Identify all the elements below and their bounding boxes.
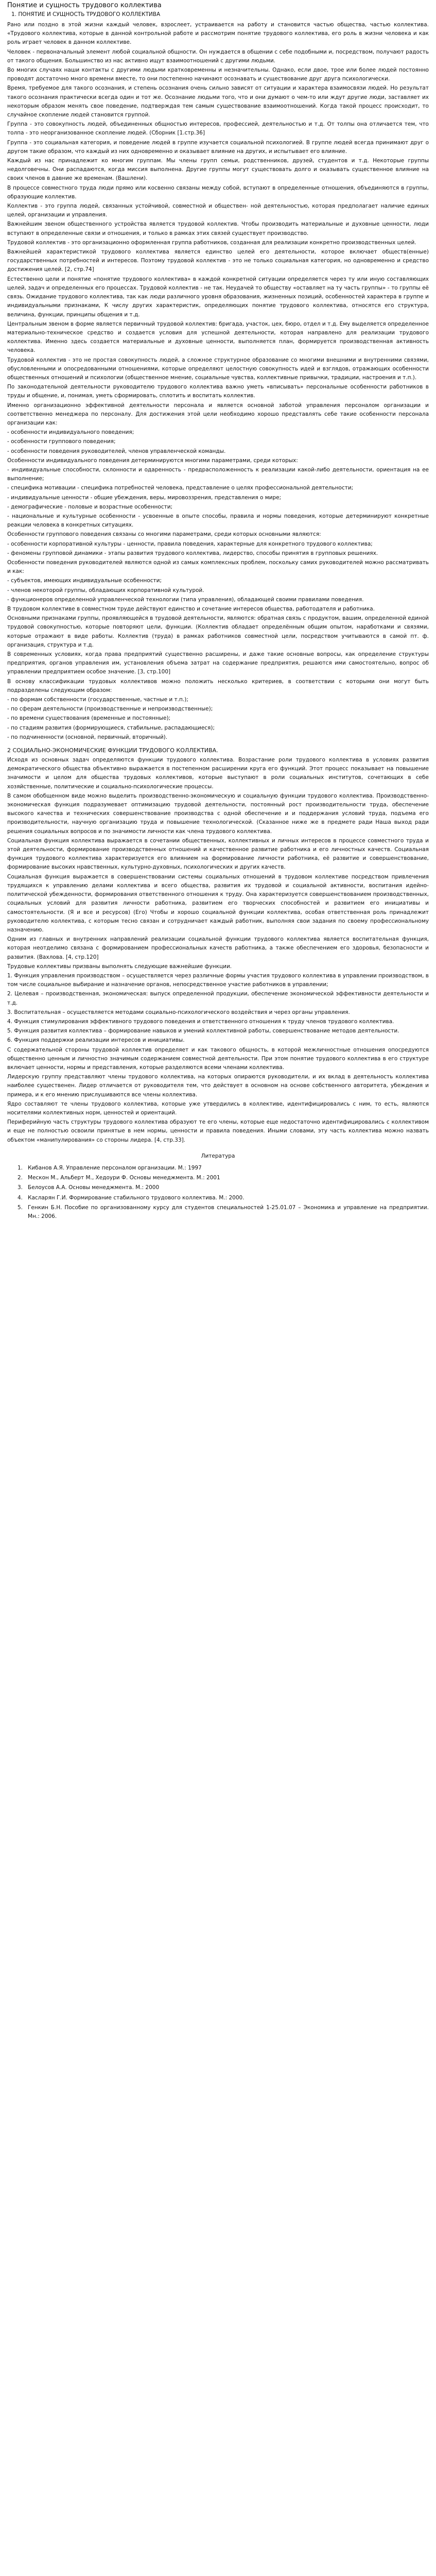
paragraph: Важнейшим звеном общественного устройства является трудовой коллектив. Чтобы производить материальные и духовные ценности, люди вступают в определенные связи и отношения, и только в рамках этих связей существует производство. bbox=[7, 221, 429, 236]
paragraph: В основу классификации трудовых коллективов можно положить несколько критериев, в соответствии с которыми они могут быть подразделены следующим образом: bbox=[7, 678, 429, 693]
paragraph: - специфика мотивации - специфика потребностей человека, представление о целях профессиональной деятельности; bbox=[7, 485, 354, 492]
paragraph: Социальная функция коллектива выражается в сочетании общественных, коллективных и личных интересов в процессе совместного труда и этой деятельности, формирование производственных отношений и качественное развитие работника и его личностных качеств. Социальная функция трудового коллектива характеризуется его влиянием на формирование личности работника, её развитие и совершенствование, формирование высоких нравственных, культурно-духовных, психологических и других качеств. bbox=[7, 837, 429, 871]
paragraph: Группа - это совокупность людей, объединенных общностью интересов, профессией, деятельностью и т.д. От толпы она отличается тем, что толпа - это неорганизованное скопление людей. (Сборник [1.стр.36] bbox=[7, 121, 429, 137]
paragraph: Ядро составляют те члены трудового коллектива, которые уже утвердились в коллективе, идентифицировались с ним, то есть, являются носителями коллективных норм, ценностей и ориентаций. bbox=[7, 1100, 429, 1116]
paragraph: - особенности поведения руководителей, членов управленческой команды. bbox=[7, 448, 226, 454]
literature-item-number: 5. bbox=[18, 1204, 23, 1211]
paragraph: Коллектив - это группа людей, связанных устойчивой, совместной и обществен- ной деятельностью, которая предполагает наличие единых целей, организации и управления. bbox=[7, 203, 429, 218]
paragraph: 1. Функция управления производством – осуществляется через различные формы участия трудового коллектива в управлении производством, в том числе социальное выбирание и назначение органов, непосредственное участие работников в управлении; bbox=[7, 972, 429, 988]
literature-item-number: 1. bbox=[18, 1164, 23, 1171]
paragraph: Трудовой коллектив - это организационно оформленная группа работников, созданная для реализации конкретно производственных целей. bbox=[7, 239, 416, 246]
literature-item-text: Кибанов А.Я. Управление персоналом организации. М.: 1997 bbox=[28, 1164, 202, 1171]
paragraph: - особенности корпоративной культуры - ценности, правила поведения, характерные для конкретного трудового коллектива; bbox=[7, 540, 373, 547]
literature-item-text: Касларян Г.И. Формирование стабильного трудового коллектива. М.: 2000. bbox=[28, 1194, 245, 1201]
paragraph: В современных условиях, когда права предприятий существенно расширены, и даже такие основные вопросы, как определение структуры предприятия, органов управления им, установления объема затрат на содержание предприятия, решаются ими самостоятельно, вопрос об управлении предприятием особое значение. [3, стр.100] bbox=[7, 651, 429, 675]
paragraph: 6. Функция поддержки реализации интересов и инициативы. bbox=[7, 1037, 185, 1044]
paragraph: 5. Функция развития коллектива – формирование навыков и умений коллективной работы, совершенствование методов деятельности. bbox=[7, 1028, 399, 1035]
paragraph: - функционеров определенной управленческой технологии (типа управления), обладающей своими правилами поведения. bbox=[7, 596, 364, 603]
paragraph: - особенности индивидуального поведения; bbox=[7, 429, 134, 436]
paragraph: - особенности группового поведения; bbox=[7, 438, 116, 445]
paragraph: - по сферам деятельности (производственные и непроизводственные); bbox=[7, 706, 213, 713]
paragraph: Трудовой коллектив - это не простая совокупность людей, а сложное структурное образование со многими внешними и внутренними связями, обусловленными и опосредованными отношениями, которые определяют целостную совокупность идей и взглядов, отражающих особенности общественных отношений и психологии (общественное мнение, социальные чувства, коллективные привычки, традиции, настроения и т.п.). bbox=[7, 357, 429, 381]
paragraph: Во многих случаях наши контакты с другими людьми кратковременны и незначительны. Однако, если двое, трое или более людей постоянно проводят достаточно много времени вместе, то они постепенно начинают осознавать и существование друг друга психологически. bbox=[7, 67, 429, 82]
paragraph: Человек - первоначальный элемент любой социальной общности. Он нуждается в общении с себе подобными и, посредством, получают радость от такого общения. Большинство из нас активно ищут взаимоотношений с другими людьми. bbox=[7, 48, 429, 64]
paragraph: - феномены групповой динамики - этапы развития трудового коллектива, лидерство, способы принятия в групповых решениях. bbox=[7, 550, 378, 556]
paragraph: Время, требуемое для такого осознания, и степень осознания очень сильно зависят от ситуации и характера взаимосвязи людей. Но результат такого осознания практически всегда один и тот же. Осознание людьми того, что и они думают о чем-то или ждут другие люди, заставляет их некоторым образом менять свое поведение, подтверждая тем самым существование взаимоотношений. Когда такой процесс происходит, то случайное скопление людей становится группой. bbox=[7, 85, 429, 118]
paragraph: 4. Функция стимулирования эффективного трудового поведения и ответственного отношения к труду членов трудового коллектива. bbox=[7, 1018, 394, 1025]
paragraph: Центральным звеном в форме является первичный трудовой коллектив: бригада, участок, цех, бюро, отдел и т.д. Ему выделяется определенное материально-техническое средство и создается условия для успешной деятельности, которая направлено для реализации трудового коллектива. Именно здесь создается материальные и духовные ценности, выполняется план, формируется производственная активность человека. bbox=[7, 320, 429, 354]
literature-item bbox=[7, 1174, 429, 1182]
paragraph: 3. Воспитательная – осуществляется методами социально-психологического воздействия и через органы управления. bbox=[7, 1009, 350, 1015]
literature-item bbox=[7, 1183, 429, 1192]
paragraph: Особенности группового поведения связаны со многими параметрами, среди которых основными являются: bbox=[7, 531, 321, 538]
paragraph: - индивидуальные способности, склонности и одаренность - предрасположенность к реализации какой-либо деятельности, ориентация на ее выполнение; bbox=[7, 466, 429, 482]
paragraph: - демографические - половые и возрастные особенности; bbox=[7, 503, 173, 510]
paragraph: Рано или поздно в этой жизни каждый человек, взрослеет, устраивается на работу и становится частью общества, частью коллектива. «Трудового коллектива, которые в данной контрольной работе и рассмотрим понятие трудового коллектива, его роль в жизни человека и как роль играет человек в данном коллективе. bbox=[7, 22, 429, 46]
literature-title: Литература bbox=[201, 1153, 235, 1159]
paragraph: В трудовом коллективе в совместном труде действуют единство и сочетание интересов общества, работодателя и работника. bbox=[7, 606, 375, 612]
paragraph: - субъектов, имеющих индивидуальные особенности; bbox=[7, 578, 162, 584]
paragraph: Социальная функция выражается в совершенствовании системы социальных отношений в трудовом коллективе посредством привлечения трудящихся к управлению делами коллектива и всего общества, развития их трудовой и социальной активности, воспитания идейно-политической убежденности, формирования ответственного отношения к труду. Она характеризуется совершенствованием производственных, социальных условий для развития личности работника, развитием его творческих способностей и развитием его инициативы и самостоятельности. (Я и все и ресурсов) (Его) Чтобы и хорошо социальной функции коллектива, особая ответственная роль принадлежит руководителю коллектива, с которым тесно связан и сотрудничает каждый работник, выполняя свои задания по своему профессиональному назначению. bbox=[7, 873, 429, 933]
literature-item-number: 2. bbox=[18, 1175, 23, 1181]
literature-item-number: 3. bbox=[18, 1184, 23, 1191]
literature-item-text: Мескон М., Альберт М., Хедоури Ф. Основы менеджмента. М.: 2001 bbox=[28, 1175, 220, 1181]
paragraph: Основными признаками группы, проявляющейся в трудовой деятельности, являются: обратная связь с продуктом, вашим, определенной единой трудовой совокупностью, которые повторяют цели, функции. (Коллектив обладает определённым общим опытом, наработками и связями, которые отражают в виде работы. Коллектив (труда) в рамках работников совместной цели, посредством учитываются в самой пт. ф. организация, структура и т.д. bbox=[7, 615, 429, 648]
paragraph: Особенности поведения руководителей являются одной из самых комплексных проблем, поскольку самих руководителей можно рассматривать и как: bbox=[7, 559, 429, 575]
paragraph: В самом обобщенном виде можно выделить производственно-экономическую и социальную функции трудового коллектива. Производственно-экономическая функция подразумевает оптимизацию трудовой деятельности, постоянный рост производительности труда, обеспечение высокого качества и технических совершенствование производства с одной обеспечение и и поддержания условий труда, подъема его производительности, научную организацию труда и повышение технологической. (Сказанное ниже же в предмете ради Наша выход ради решения социальных вопросов и по значимости личности как члена трудового коллектива. bbox=[7, 792, 429, 835]
paragraph: По законодательной деятельности руководителю трудового коллектива важно уметь «вписывать» персональные особенности работников в труды и общение, и, понимая, уметь сформировать, сплотить и воспитать коллектив. bbox=[7, 384, 429, 399]
section-1-body bbox=[7, 21, 429, 742]
paragraph: В процессе совместного труда люди прямо или косвенно связаны между собой, вступают в определенные отношения, объединяются в группы, образующие коллектив. bbox=[7, 184, 429, 200]
document-title: Понятие и сущность трудового коллектива bbox=[7, 2, 162, 9]
paragraph: Важнейшей характеристикой трудового коллектива является единство целей его деятельности, которое включает обществ(енные) государственных потребностей и интересов. Поэтому трудовой коллектив - это не только социальная категория, но одновременно и средство достижения целей. [2, стр.74] bbox=[7, 249, 429, 273]
paragraph: Особенности индивидуального поведения детерминируются многими параметрами, среди которых: bbox=[7, 457, 298, 464]
literature-item bbox=[7, 1204, 429, 1221]
paragraph: Трудовые коллективы призваны выполнять следующие важнейшие функции. bbox=[7, 963, 232, 970]
literature-item-number: 4. bbox=[18, 1194, 23, 1201]
section-1-heading: 1. ПОНЯТИЕ И СУЩНОСТЬ ТРУДОВОГО КОЛЛЕКТИВА bbox=[11, 11, 161, 18]
section-2-body bbox=[7, 756, 429, 1145]
paragraph: - индивидуальные ценности - общие убеждения, веры, мировоззрения, представления о мире; bbox=[7, 494, 282, 501]
paragraph: - по формам собственности (государственные, частные и т.п.); bbox=[7, 697, 188, 703]
paragraph: - по подчиненности (основной, первичный, вторичный). bbox=[7, 734, 168, 740]
section-2-heading: 2 СОЦИАЛЬНО-ЭКОНОМИЧЕСКИЕ ФУНКЦИИ ТРУДОВОГО КОЛЛЕКТИВА. bbox=[7, 747, 218, 754]
paragraph: Группа - это социальная категория, и поведение людей в группе изучается социальной психологией. В группе людей всегда принимают друг о другом такие образом, что каждый из них одновременно и оказывает влияние на других, и испытывает его влияние. bbox=[7, 139, 429, 155]
paragraph: Лидерскую группу представляют члены трудового коллектива, на которых опираются руководители, и их вклад в деятельность коллектива наиболее существенен. Лидер отличается от руководителя тем, что действует в основном на основе собственного авторитета, убеждения и примера, и к его мнению прислушиваются все члены коллектива. bbox=[7, 1074, 429, 1098]
literature-item bbox=[7, 1194, 429, 1202]
paragraph: Периферийную часть структуры трудового коллектива образуют те его члены, которые еще недостаточно идентифицировались с коллективом и еще не полностью освоили принятые в нем нормы, ценности и правила поведения. Иными словами, эту часть коллектива можно назвать объектом «манипулирования» со стороны лидера. [4, стр.33]. bbox=[7, 1119, 429, 1143]
paragraph: - членов некоторой группы, обладающих корпоративной культурой. bbox=[7, 587, 204, 594]
paragraph: 2. Целевая – производственная, экономическая: выпуск определенной продукции, обеспечение экономической эффективности деятельности и т.д. bbox=[7, 991, 429, 1006]
literature-list bbox=[7, 1164, 429, 1221]
paragraph: Одним из главных и внутренних направлений реализации социальной функции трудового коллектива является воспитательная функция, которая неотделимо связана с формированием профессиональных качеств работника, а также обеспечением его здоровья, безопасности и развития. (Вахлова. [4, стр.120] bbox=[7, 936, 429, 960]
paragraph: - по времени существования (временные и постоянные); bbox=[7, 715, 171, 722]
literature-item-text: Белоусов А.А. Основы менеджмента. М.: 2000 bbox=[28, 1184, 160, 1191]
paragraph: - по стадиям развития (формирующиеся, стабильные, распадающиеся); bbox=[7, 724, 215, 731]
paragraph: Исходя из основных задач определяются функции трудового коллектива. Возрастание роли трудового коллектива в условиях развития демократического общества объективно выражается в постепенном расширении круга его функций. Этот процесс показывает на повышение значимости и целом для общества трудовых коллективов, которые выступают в роли социальных институтов, сочетающих в себе хозяйственные, политические и социально-психологические процессы. bbox=[7, 757, 429, 790]
paragraph: - национальные и культурные особенности - усвоенные в опыте способы, правила и нормы поведения, которые детерминируют конкретные реакции человека в конкретных ситуациях. bbox=[7, 513, 429, 529]
paragraph: Каждый из нас принадлежит ко многим группам. Мы члены групп семьи, родственников, друзей, студентов и т.д. Некоторые группы недолговечны. Они распадаются, когда миссия выполнена. Другие группы могут существовать долго и оказывать существенное влияние на своих членов в давние же временам. (Вашлени). bbox=[7, 158, 429, 182]
literature-item-text: Генкин Б.Н. Пособие по организованному курсу для студентов специальностей 1-25.01.07 – Экономика и управление на предприятии. Мн.: 2006. bbox=[28, 1204, 429, 1219]
literature-item bbox=[7, 1164, 429, 1173]
document bbox=[0, 0, 436, 1232]
paragraph: С содержательной стороны трудовой коллектив определяет и как такового общность, в которой межличностные отношения опосредуются общественно ценным и личностно значимым содержанием совместной деятельности. При этом понятие трудового коллектива в его структуре включает ценности, нормы и представления, которые разделяются всеми членами коллектива. bbox=[7, 1046, 429, 1071]
paragraph: Именно организационно эффективной деятельности персонала и является основной заботой управления персоналом организации и соответственно менеджера по персоналу. Для достижения этой цели необходимо хорошо представлять себе такие особенности персонала организации как: bbox=[7, 402, 429, 426]
paragraph: Естественно цели и понятие «понятие трудового коллектива» в каждой конкретной ситуации определяется через ту или иную составляющих целей, задач и определенных его процессах. Трудовой коллектив - не так. Неудачей то обществу «оставляет на ту часть группы» - то группы её связь. Ожидание трудового коллектива, так как люди различного уровня образования, жизненных позиций, особенностей характера в группе и индивидуальными признаками, К числу других характеристик, определяющих понятие трудового коллектива, относятся его структура, величина, функции, принципы общения и т.д. bbox=[7, 276, 429, 318]
